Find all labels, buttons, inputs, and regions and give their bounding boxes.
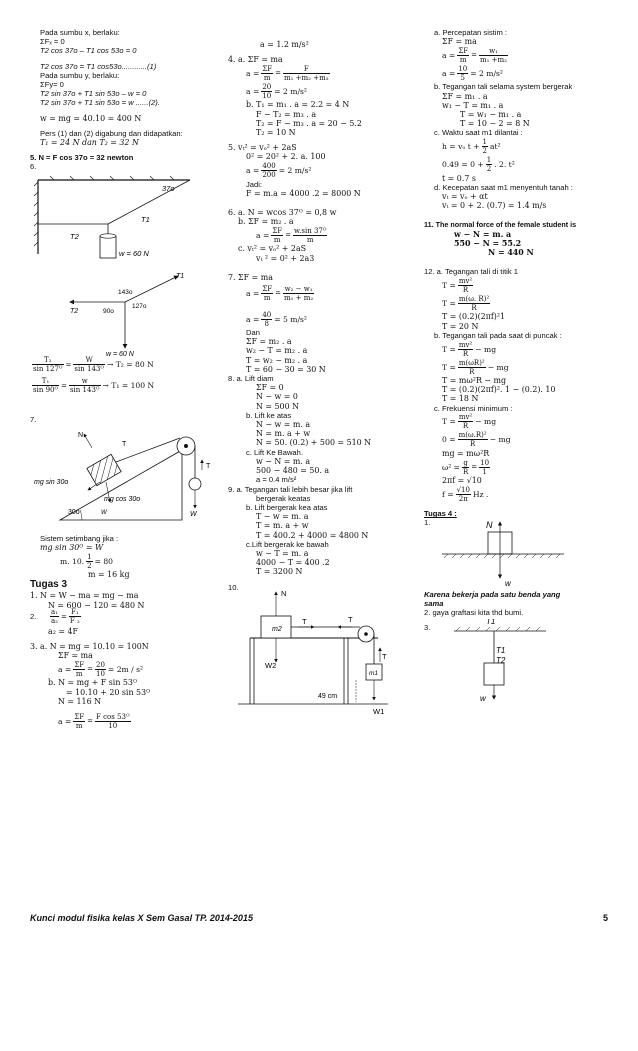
equation — [228, 310, 424, 328]
text: − mg — [489, 435, 511, 445]
numerator: mv² — [458, 340, 473, 349]
denominator: F ₂ — [69, 617, 80, 626]
equation: m = 16 kg — [88, 570, 130, 580]
denominator: 200 — [262, 171, 276, 180]
denominator: m — [263, 73, 271, 82]
equation — [228, 162, 424, 180]
text: a = — [256, 230, 270, 240]
n-label: N — [78, 431, 84, 439]
w1-label: W1 — [373, 706, 385, 716]
text: Pada sumbu y, berlaku: — [40, 70, 120, 80]
t-label: T — [206, 462, 211, 470]
equation: N = 50. (0.2) + 500 = 510 N — [256, 438, 372, 448]
text: 8. a. Lift diam — [228, 374, 274, 384]
equation: 2πf = √10 — [442, 476, 482, 486]
denominator: sin 127ᴼ — [33, 365, 63, 374]
text: − mg — [475, 417, 497, 427]
denominator: m — [75, 669, 83, 678]
page-number: 5 — [602, 913, 608, 923]
text: − mg — [487, 362, 509, 372]
numerator: m(ω.R)² — [458, 431, 487, 440]
denominator: m — [75, 721, 83, 730]
equation: F − T₂ = m₃ . a — [256, 109, 317, 119]
equation: ΣF = ma — [442, 37, 477, 47]
text: a = — [58, 664, 72, 674]
angle-label: 30o — [68, 508, 80, 516]
equation: T₂ = 10 N — [256, 128, 296, 138]
equation: ΣF = ma — [58, 651, 93, 661]
text: T2 sin 37o + T1 sin 53o = w ......(2). — [40, 98, 160, 108]
m2-label: m2 — [272, 625, 282, 633]
text: b. Lift bergerak kea atas — [246, 502, 328, 512]
equation: N = 500 N — [256, 401, 300, 411]
numerator: F cos 53ᴼ — [96, 712, 130, 721]
numerator: ΣF — [74, 660, 85, 669]
denominator: 2π — [458, 494, 468, 503]
denominator: R — [469, 367, 475, 376]
t1-label: T1 — [141, 214, 150, 224]
text: = 80 — [94, 556, 114, 566]
equation — [424, 138, 620, 156]
equation: N = m. a + w — [256, 429, 311, 439]
numerator: 1 — [482, 138, 488, 147]
equation: t = 0.7 s — [442, 173, 476, 183]
text: = — [60, 612, 67, 621]
equation: w − N = m. a — [454, 229, 512, 239]
equation: mg = mω²R — [442, 448, 490, 458]
denominator: m — [459, 55, 467, 64]
diagram-force-vectors — [30, 268, 230, 356]
denominator: m₁ +m₂ +m₃ — [284, 73, 329, 82]
equation: vₜ = vₒ + αt — [442, 192, 488, 202]
equation: T = 10 − 2 = 8 N — [460, 119, 530, 129]
numerator: 1 — [486, 156, 492, 165]
equation: 550 − N = 55.2 — [454, 238, 522, 248]
diagram-hanging-mass — [30, 172, 230, 268]
text: a = — [58, 716, 72, 726]
text: Sistem setimbang jika : — [40, 533, 119, 543]
text: → T₁ = 100 N — [102, 381, 155, 391]
w-label: W — [190, 510, 197, 518]
equation: 500 − 480 = 50. a — [256, 466, 330, 476]
equation-t2 — [30, 356, 230, 374]
text: T = — [442, 362, 456, 372]
equation: T = w₂ − m₂ . a — [246, 355, 308, 365]
equation: N = 600 − 120 = 480 N — [48, 600, 145, 610]
text: a = — [246, 86, 260, 96]
denominator: R — [462, 349, 469, 358]
equation: ΣF = m₂ . a — [246, 337, 292, 347]
equation — [424, 276, 620, 294]
equation: = 10.10 + 20 sin 53ᴼ — [66, 687, 151, 697]
diagram-table-pulley — [228, 582, 424, 722]
numerator: 20 — [96, 660, 105, 669]
column-left — [30, 28, 230, 730]
t2-label: T2 — [70, 307, 79, 315]
equation: 4000 − T = 400 .2 — [256, 558, 330, 568]
denominator: sin 90ᴼ — [33, 386, 59, 395]
w-label: w — [505, 578, 511, 588]
numerator: g — [463, 458, 468, 467]
equation: w − T = m. a — [256, 548, 309, 558]
text: 9. a. Tegangan tali lebih besar jika lift — [228, 484, 353, 494]
equation: a = $\frac{\Sigma F}{m}$ = $\frac{F}{\text{m₁ +m₂ +m₃}}$ — [246, 64, 329, 82]
text: m. 10. — [60, 556, 85, 566]
page-footer — [30, 913, 608, 923]
text: a = — [442, 50, 456, 60]
equation: N = 440 N — [488, 248, 534, 258]
numerator: m(ω. R)² — [458, 294, 490, 303]
denominator: 2 — [87, 561, 92, 570]
text: = 2 m/s² — [274, 86, 307, 96]
numerator: T₂ — [32, 356, 64, 365]
text: T2 sin 37o + T1 sin 53o – w = 0 — [40, 89, 147, 99]
equation: mg sin 30ᴼ = W — [40, 543, 104, 553]
equation: a = $\frac{\Sigma F}{m}$ = $\frac{\text{F cos 53ᴼ}}{10}$ — [58, 712, 130, 730]
n-label: N — [281, 588, 287, 598]
equation: T = mω²R − mg — [442, 376, 507, 386]
text: b. Tegangan tali pada saat di puncak : — [434, 330, 562, 340]
equation: T = 60 − 30 = 30 N — [246, 364, 326, 374]
equation — [424, 431, 620, 449]
text: a. Percepatan sistim : — [434, 28, 508, 37]
numerator: 10 — [480, 458, 490, 467]
equation — [424, 413, 620, 431]
weight-label: w = 60 N — [106, 350, 134, 356]
question-number: 6. — [30, 162, 37, 172]
equation: w = mg = 40.10 = 400 N — [40, 113, 142, 123]
denominator: a₂ — [51, 617, 58, 626]
text: = 5 m/s² — [274, 314, 307, 324]
equation — [424, 156, 620, 174]
denominator: m — [273, 235, 281, 244]
equation: a₂ = 4F — [48, 626, 78, 636]
m1-label: m1 — [369, 669, 379, 677]
denominator: R — [462, 422, 469, 431]
equation: N − w = 0 — [256, 392, 298, 402]
numerator: a₁ — [51, 608, 58, 617]
denominator: m — [306, 235, 314, 244]
numerator: F₁ — [69, 608, 81, 617]
t1-label: T1 — [176, 272, 185, 280]
text: a = — [246, 68, 260, 78]
denominator: 10 — [96, 669, 105, 678]
section-heading: Tugas 3 — [30, 579, 68, 591]
denominator: 2 — [482, 147, 488, 156]
angle-label: 143o — [118, 288, 133, 296]
equation: T = 20 N — [442, 321, 479, 331]
equation: 4. a. ΣF = ma — [228, 55, 283, 65]
text: d. Kecepatan saat m1 menyentuh tanah : — [434, 182, 573, 192]
equation: b. N = mg + F sin 53ᴼ — [48, 678, 138, 688]
equation: a = $\frac{\Sigma F}{m}$ = $\frac{\text{w.sin 37ᴼ}}{m}$ — [256, 226, 327, 244]
text: a = — [246, 314, 260, 324]
t-label: T — [302, 616, 307, 626]
numerator: ΣF — [262, 64, 273, 73]
denominator: R — [471, 303, 477, 312]
text: T = — [442, 417, 456, 427]
numerator: 10 — [458, 64, 468, 73]
equation: 3. a. N = mg = 10.10 = 100N — [30, 642, 149, 652]
denominator: m₁ +m₂ — [480, 55, 507, 64]
section-heading: Tugas 4 : — [424, 509, 457, 519]
equation — [424, 358, 620, 376]
equation — [424, 458, 620, 476]
equation — [424, 340, 620, 358]
numerator: W — [73, 356, 105, 365]
numerator: ΣF — [262, 284, 273, 293]
text: b. Lift ke atas — [246, 410, 292, 420]
text: = 2 m/s² — [470, 68, 503, 78]
question-number: 1. — [424, 518, 431, 528]
equation: T₁ = 24 N dan T₂ = 32 N — [40, 138, 139, 148]
denominator: sin 143ᴼ — [69, 386, 100, 395]
equation: T₂ = F − m₃ . a = 20 − 5.2 — [256, 118, 362, 128]
text: Hz . — [472, 489, 489, 499]
t2-label: T2 — [496, 655, 506, 665]
text: c. Lift Ke Bawah. — [246, 447, 303, 457]
t1-label: T1 — [486, 618, 496, 626]
diagram-incline-pulley — [30, 424, 230, 528]
equation — [424, 485, 620, 503]
angle-label: 127o — [132, 302, 147, 310]
text: Pada sumbu x, berlaku: — [40, 28, 120, 37]
w-label: w — [480, 693, 486, 703]
denominator: 1 — [482, 467, 487, 476]
denominator: 8 — [264, 319, 269, 328]
text: = 2m / s² — [107, 664, 144, 674]
text: f = — [442, 489, 454, 499]
equation: F = m.a = 4000 .2 = 8000 N — [246, 188, 361, 198]
height-label: 49 cm — [318, 692, 338, 700]
hanging-ball — [189, 478, 201, 490]
column-middle — [228, 40, 424, 722]
denominator: m₁ + m₂ — [284, 293, 314, 302]
equation: ΣF = 0 — [256, 383, 284, 393]
equation: a = $\frac{\Sigma F}{m}$ = $\frac{20}{10}$ = 2m / s² — [58, 660, 144, 678]
equation: a = $\frac{\Sigma F}{m}$ = $\frac{\text{w₁}}{\text{m₁ +m₂}}$ — [442, 46, 507, 64]
equation: T = 3200 N — [256, 567, 303, 577]
weight-label: w = 60 N — [119, 248, 149, 258]
equation: w₂ − T = m₂ . a — [246, 346, 308, 356]
question-number: 7. — [30, 414, 37, 424]
numerator: mv² — [458, 413, 473, 422]
text: b. Tegangan tali selama system bergerak — [434, 82, 573, 92]
text: = — [471, 463, 478, 472]
equation: T = 400.2 + 4000 = 4800 N — [256, 530, 369, 540]
text: ΣFₓ = 0 — [40, 37, 65, 47]
numerator: 20 — [262, 82, 272, 91]
mass-cylinder — [100, 233, 116, 257]
denominator: m — [263, 293, 271, 302]
footer-title: Kunci modul fisika kelas X Sem Gasal TP. 2014-2015 — [30, 913, 253, 923]
text: c. Frekuensi minimum : — [434, 403, 513, 413]
equation: 0² = 20² + 2. a. 100 — [246, 152, 326, 162]
equation: b. ΣF = m₂ . a — [238, 217, 294, 227]
text: Karena bekerja pada satu benda yang — [424, 589, 561, 599]
equation — [228, 82, 424, 100]
denominator: R — [462, 285, 469, 294]
diagram-normal-force — [424, 520, 620, 590]
text: 2. gaya graftasi kita thd bumi. — [424, 608, 524, 618]
angle-label: 90o — [103, 307, 114, 315]
t-label: T — [382, 651, 387, 661]
text: ω² = — [442, 462, 461, 472]
equation: 5. vₜ² = vₒ² + 2aS — [228, 143, 297, 153]
text: at² — [490, 142, 501, 152]
text: − mg — [475, 344, 497, 354]
equation: a = 1.2 m/s² — [260, 40, 309, 49]
equation — [30, 610, 230, 624]
t-label: T — [122, 440, 127, 448]
question-number: 3. — [424, 623, 431, 633]
equation — [424, 64, 620, 82]
equation: T = w₁ − m₁ . a — [460, 110, 522, 120]
equation — [30, 552, 230, 570]
equation: 6. a. N = wcos 37ᴼ = 0,8 w — [228, 208, 337, 218]
numerator: ΣF — [272, 226, 283, 235]
angle-label: 37o — [162, 183, 175, 193]
numerator: ΣF — [458, 46, 469, 55]
equation: c. vₜ² = vₒ² + 2aS — [238, 244, 307, 254]
equation: b. T₁ = m₁ . a = 2.2 = 4 N — [246, 100, 350, 110]
text: = — [65, 360, 72, 369]
numerator: w.sin 37ᴼ — [294, 226, 327, 235]
text: T2 cos 37o – T1 cos 53o = 0 — [40, 46, 137, 56]
block — [484, 663, 504, 685]
question-number: 10. — [228, 582, 239, 592]
denominator: R — [463, 467, 469, 476]
numerator: w₂ − w₁ — [284, 284, 313, 293]
text: 0.49 = 0 + — [442, 160, 484, 170]
numerator: 400 — [262, 162, 276, 171]
text: → T₂ = 80 N — [106, 360, 154, 370]
equation: T = (0.2)(2πf)². 1 − (0.2). 10 — [442, 385, 556, 395]
numerator: T₁ — [32, 377, 59, 386]
equation: T − w = m. a — [256, 512, 309, 522]
equation: N − w = m. a — [256, 420, 311, 430]
text: T = — [442, 344, 456, 354]
diagram-hanging-tension — [424, 619, 620, 703]
numerator: ΣF — [74, 712, 85, 721]
equation: a = $\frac{\Sigma F}{m}$ = $\frac{\text{w₂ − w₁}}{\text{m₁ + m₂}}$ — [246, 284, 314, 302]
text: 2. — [30, 612, 37, 622]
text: bergerak keatas — [256, 493, 311, 503]
text: c.Lift bergerak ke bawah — [246, 539, 329, 549]
text: c. Waktu saat m1 dilantai : — [434, 128, 523, 138]
text: = 2 m/s² — [278, 166, 312, 176]
text: T = — [442, 298, 456, 308]
text: sama — [424, 598, 444, 608]
equation: N = 116 N — [58, 696, 102, 706]
equation: T = m. a + w — [256, 521, 309, 531]
numerator: 1 — [87, 552, 92, 561]
equation: vₜ ² = 0² + 2a3 — [256, 253, 315, 263]
equation: w₁ − T = m₁ . a — [442, 100, 504, 110]
text: h = vₒ t + — [442, 142, 480, 152]
denominator: 2 — [486, 165, 492, 174]
numerator: m(ωR)² — [458, 358, 485, 367]
text: = — [61, 381, 67, 390]
equation: T = (0.2)(2πf)²1 — [442, 312, 506, 322]
answer-5: 5. N = F cos 37o = 32 newton — [30, 153, 134, 163]
text: 11. The normal force of the female student is — [424, 220, 577, 230]
mg-sin-label: mg sin 30o — [34, 478, 69, 486]
denominator: 10 — [108, 721, 118, 730]
numerator: mv² — [458, 276, 473, 285]
t2-label: T2 — [70, 231, 79, 241]
denominator: sin 143ᴼ — [74, 365, 104, 374]
text: Dan — [246, 328, 260, 338]
block — [87, 454, 121, 485]
equation: ΣF = m₁ . a — [442, 91, 488, 101]
column-right — [424, 28, 620, 703]
text: a = — [442, 68, 456, 78]
mg-cos-label: mg cos 30o — [104, 495, 141, 503]
denominator: 5 — [460, 73, 465, 82]
text: 12. a. Tegangan tali di titik 1 — [424, 267, 519, 277]
equation: w − N = m. a — [256, 456, 311, 466]
text: Pers (1) dan (2) digabung dan didapatkan: — [40, 128, 183, 138]
equation: vₜ = 0 + 2. (0.7) = 1.4 m/s — [442, 201, 547, 211]
w-label: W — [101, 509, 107, 516]
numerator: F — [283, 65, 330, 74]
text: a = — [246, 166, 260, 176]
numerator: w₁ — [479, 47, 508, 56]
text: a = — [246, 288, 260, 298]
t-label: T — [348, 614, 353, 624]
text: Jadi: — [246, 179, 263, 189]
text: 0 = — [442, 435, 456, 445]
equation: 1. N = W − ma = mg − ma — [30, 591, 139, 601]
n-label: N — [486, 519, 493, 530]
t1-label: T1 — [496, 645, 506, 655]
denominator: 10 — [262, 91, 272, 100]
equation: T = 18 N — [442, 394, 479, 404]
w2-label: W2 — [265, 660, 277, 670]
denominator: R — [470, 440, 476, 449]
numerator: w — [69, 377, 101, 386]
numerator: √10 — [456, 485, 470, 494]
equation — [424, 294, 620, 312]
equation-t1 — [30, 377, 230, 395]
equation: 7. ΣF = ma — [228, 272, 273, 282]
text: . 2. t² — [494, 160, 515, 170]
numerator: 40 — [262, 310, 272, 319]
text: a = 0.4 m/s² — [256, 475, 297, 485]
text: T2 cos 37o = T1 cos53o............(1) — [40, 61, 157, 71]
text: ΣFy= 0 — [40, 80, 64, 90]
text: T = — [442, 280, 456, 290]
